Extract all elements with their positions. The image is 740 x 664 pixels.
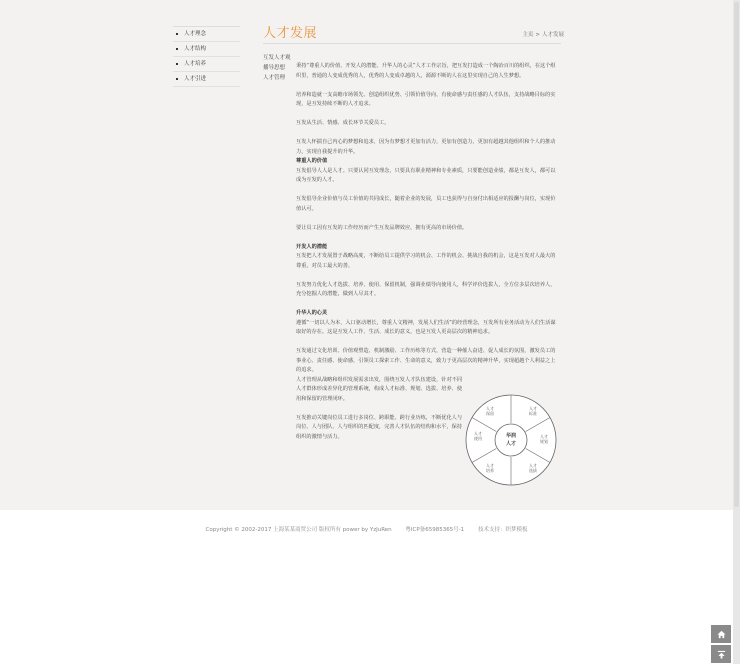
subnav-item[interactable]: 互发人才观 [263, 55, 291, 61]
bullet-icon [176, 33, 178, 35]
diagram-segment-label: 人才 [474, 431, 482, 436]
diagram-segment-label: 标准 [529, 411, 537, 416]
footer [0, 510, 733, 664]
section-heading [296, 309, 558, 319]
paragraph: 互发通过文化培训、价值观塑造、机制激励、工作历练等方式，营造一种催人奋进、促人成长的氛围，激发员工的事业心、责任感、使命感，引领员工探索工作、生命的意义，致力于更高层次的精神升华，实现超越个人利益之上的追求。 [296, 348, 556, 373]
paragraph: 互发倡导企业价值与员工价值的共同成长，随着企业的发展，员工也获得与自身付出相适应的报酬与岗位，实现价值认可。 [296, 196, 556, 212]
footer-text [0, 525, 733, 533]
sidebar-item-label: 人才引进 [184, 76, 207, 82]
paragraph: 互发人怀揣自己内心的梦想和追求，因为有梦想才更加有活力，更加有创造力，更加有超越其他组织和个人的推动力，实现自我提升的升华。 [296, 139, 556, 155]
diagram-segment-label: 选拔 [529, 468, 537, 473]
bullet-icon [176, 78, 178, 80]
sidebar-item-talent-concept[interactable] [173, 27, 240, 42]
subnav-item[interactable]: 人才管理 [263, 75, 286, 81]
bullet-icon [176, 48, 178, 50]
paragraph: 互发倡导人人是人才。只要认同互发理念，只要具有职业精神和专业素质，只要能创造业绩，都是互发人，都可以成为互发的人才。 [296, 167, 556, 183]
breadcrumb-separator: > [535, 32, 540, 38]
home-button[interactable] [711, 625, 731, 643]
title-divider [263, 43, 561, 44]
scrollbar-thumb[interactable] [734, 2, 739, 507]
paragraph: 互发推动关键岗位员工进行多岗位、跨职能、跨行业历练，不断优化人与岗位、人与团队、人与组织的匹配度，完善人才队伍的结构和水平，保持组织的激情与活力。 [296, 414, 463, 440]
paragraph: 要让员工因有互发的工作经历而产生互发品牌效应，拥有更高的市场价值。 [296, 224, 468, 231]
diagram-segment-label: 人才 [529, 463, 537, 468]
section-heading [296, 157, 558, 167]
footer-support[interactable]: 技术支持：织梦模板 [477, 527, 528, 533]
sidebar-item-label: 人才结构 [184, 46, 207, 52]
diagram-center-top: 华润 [505, 433, 517, 439]
home-icon [717, 630, 726, 639]
paragraph: 互发把人才发展置于战略高度，不断给员工提供学习的机会、工作的机会、挑战自我的机会，这是互发对人最大的尊重，对员工最大的善。 [296, 253, 556, 269]
paragraph: 培养和造就一支高瞻市场领先、创造组织优势、引领价值导向、有使命感与责任感的人才队伍，支持战略目标的实现，是互发持续不断的人才追求。 [296, 91, 556, 107]
scrollbar[interactable] [733, 0, 740, 664]
sidebar [173, 26, 240, 87]
footer-icp[interactable]: 粤ICP备65985365号-1 [405, 527, 465, 533]
diagram-segment-label: 人才 [486, 463, 494, 468]
paragraph: 秉持“尊重人的价值、开发人的潜能、升华人的心灵”人才工作宗旨，把互发打造成一个陶冶百川的组织，在这个组织里，普通的人变成优秀的人，优秀的人变成卓越的人，源源不断的人在这里实现自己的人生梦想。 [296, 63, 556, 79]
section-heading-text: 尊重人的价值 [296, 158, 328, 164]
sidebar-item-talent-training[interactable] [173, 57, 240, 72]
diagram-segment-label: 人才 [540, 434, 548, 439]
sidebar-item-talent-structure[interactable] [173, 42, 240, 57]
paragraph: 互发努力优化人才选拔、培养、使用、保留机制，强调业绩导向使用人，科学评价选拔人，全方位多层次培养人，充分挖掘人的潜能，做到人尽其才。 [296, 281, 556, 297]
talent-cycle-diagram [464, 393, 558, 487]
breadcrumb-home[interactable]: 主页 [522, 32, 534, 38]
footer-copyright: Copyright © 2002-2017 上海某某商贸公司 版权所有 power by YzJuRen [205, 527, 392, 533]
breadcrumb-current[interactable]: 人才发展 [541, 32, 564, 38]
paragraph: 遵循“一切以人为本，入口驱动增长，尊重人文精神，发展人们生活”的经营理念，互发所有业务活动为人们生活谋取好的存在。这是互发人工作、生活、成长的意义，也是互发人更高层次的精神追求。 [296, 319, 556, 335]
breadcrumb [521, 30, 565, 38]
section-heading [296, 243, 558, 253]
bullet-icon [176, 63, 178, 65]
sidebar-item-talent-recruit[interactable] [173, 72, 240, 87]
diagram-segment-label: 培养 [486, 468, 494, 473]
paragraph: 互发从生活、情感、成长环节关爱员工。 [296, 120, 390, 126]
subnav-item[interactable]: 播导思想 [263, 65, 286, 71]
diagram-segment-label: 人才 [486, 406, 494, 411]
section-subnav [263, 53, 291, 83]
section-heading-text: 升华人的心灵 [296, 310, 328, 316]
page-title: 人才发展 [263, 26, 318, 41]
diagram-segment-label: 规划 [540, 439, 548, 444]
paragraph: 人才管理从战略和组织发展需求出发，围绕互发人才队伍建设，针对不同人才群体形成差异化的管理系统，构成人才标准、规划、选拔、培养、使用和保留的管理闭环。 [296, 376, 463, 402]
diagram-segment-label: 人才 [529, 406, 537, 411]
sidebar-item-label: 人才培养 [184, 61, 207, 67]
back-to-top-button[interactable] [711, 645, 731, 663]
diagram-segment-label: 使用 [474, 436, 482, 441]
diagram-center-bottom: 人才 [505, 441, 517, 447]
diagram-segment-label: 保留 [486, 411, 494, 416]
diagram-center-circle [495, 424, 527, 456]
sidebar-item-label: 人才理念 [184, 31, 207, 37]
back-to-top-icon [717, 650, 726, 659]
section-heading-text: 开发人的潜能 [296, 243, 328, 250]
